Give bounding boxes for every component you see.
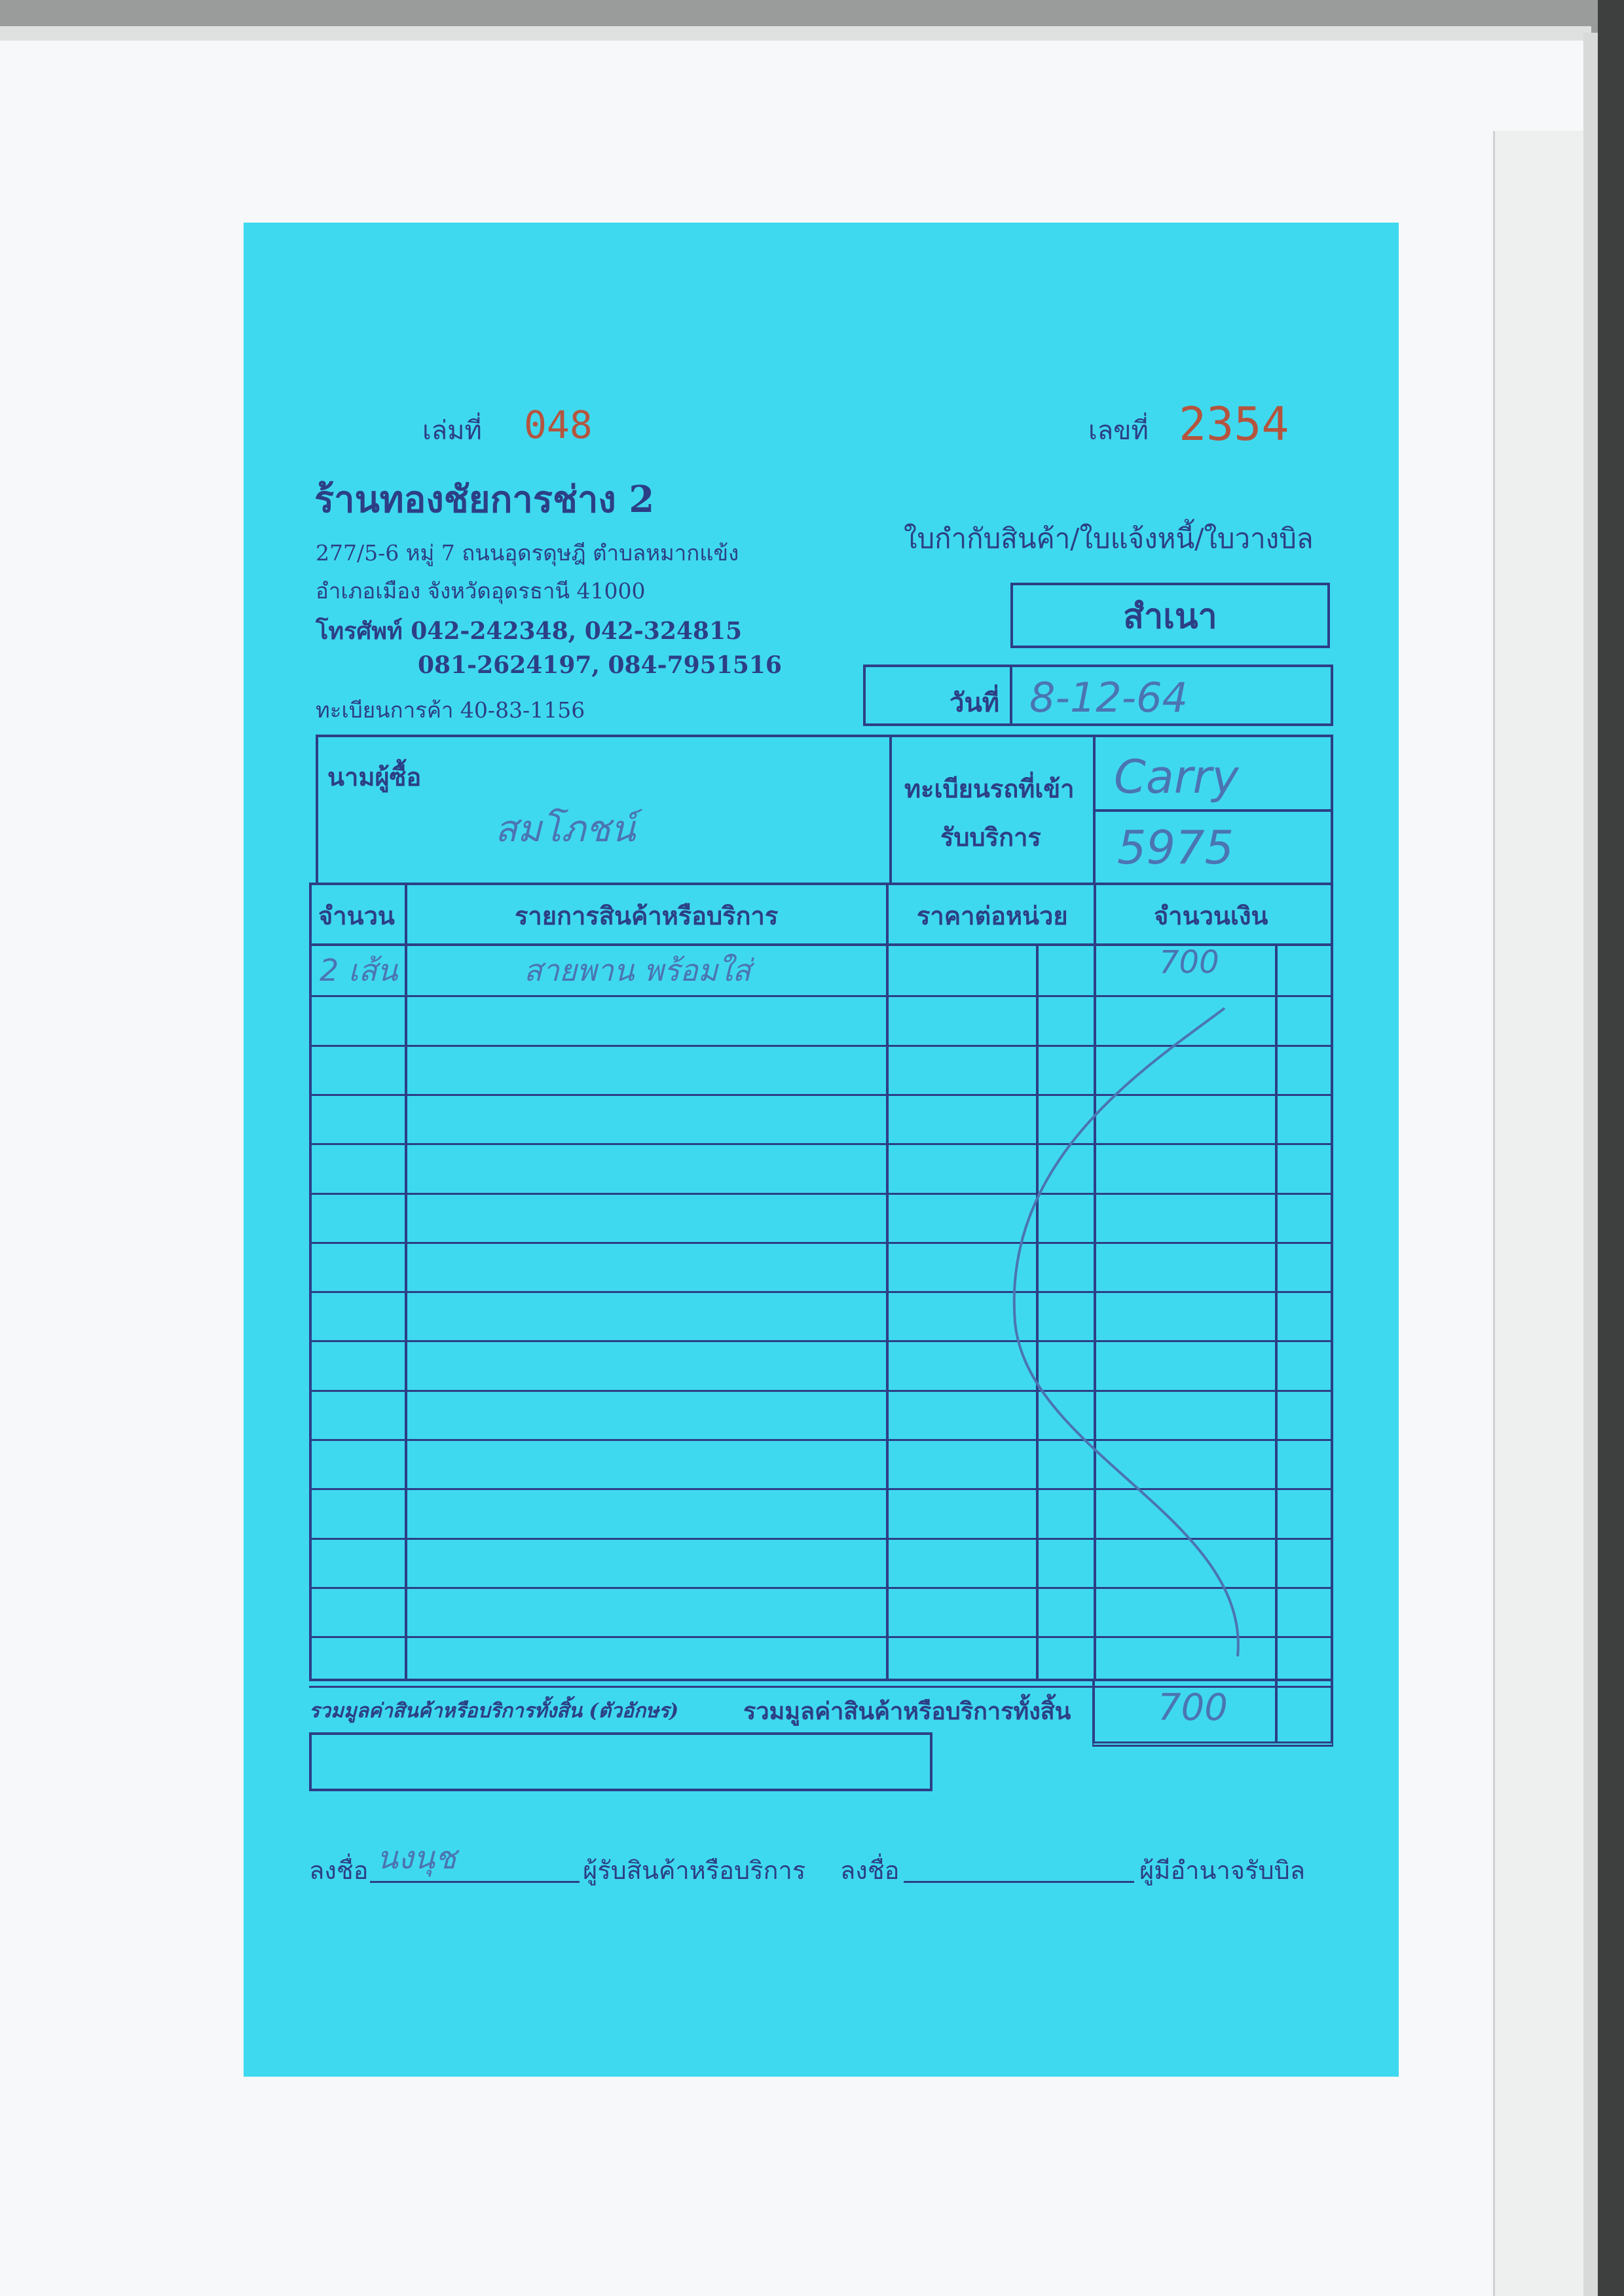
col-header-item: รายการสินค้าหรือบริการ [515, 901, 779, 930]
buyer-label: นามผู้ซื้อ [327, 762, 422, 792]
shop-registration: ทะเบียนการค้า 40-83-1156 [316, 697, 585, 723]
total-value: 700 [1158, 1686, 1228, 1729]
col-header-amount: จำนวนเงิน [1154, 901, 1268, 930]
table-row-amount: 700 [1159, 944, 1219, 981]
receiver-signature: นงนุช [377, 1840, 456, 1876]
col-line-qty [405, 883, 407, 1680]
buyer-section [316, 735, 1333, 885]
date-label: วันที่ [950, 687, 1000, 718]
vehicle-plate: 5975 [1117, 821, 1234, 875]
col-line-item [886, 883, 889, 1680]
vehicle-label-line2: รับบริการ [940, 822, 1041, 852]
doc-number-label: เลขที่ [1088, 416, 1149, 446]
table-row-qty: 2 เส้น [320, 953, 398, 988]
date-value: 8-12-64 [1029, 674, 1188, 721]
date-box [863, 665, 1333, 726]
shop-phone-line1: โทรศัพท์ 042-242348, 042-324815 [316, 617, 743, 645]
scan-top-shadow [0, 26, 1591, 41]
sign-label-collector: ลงชื่อ [840, 1856, 900, 1885]
cancel-pen-stroke [982, 995, 1277, 1715]
date-divider [1010, 667, 1012, 723]
scan-right-shadow [1583, 33, 1598, 2296]
vehicle-model: Carry [1114, 750, 1239, 804]
buyer-name: สมโภชน์ [495, 808, 636, 850]
shop-address-line2: อำเภอเมือง จังหวัดอุดรธานี 41000 [316, 578, 646, 604]
shop-address-line1: 277/5-6 หมู่ 7 ถนนอุดรดุษฎี ตำบลหมากแข้ง [316, 540, 739, 566]
table-row-item: สายพาน พร้อมใส่ [524, 953, 751, 988]
receiver-role: ผู้รับสินค้าหรือบริการ [583, 1856, 806, 1885]
scan-right-edge [1598, 0, 1624, 2296]
sign-label-receiver: ลงชื่อ [309, 1856, 369, 1885]
collector-role: ผู้มีอำนาจรับบิล [1139, 1856, 1305, 1885]
book-label: เล่มที่ [422, 416, 482, 446]
total-box-split [1275, 1680, 1278, 1741]
total-words-label: รวมมูลค่าสินค้าหรือบริการทั้งสิ้น (ตัวอักษร) [309, 1700, 679, 1722]
buyer-divider [889, 737, 892, 883]
pen-stroke-path [1014, 1008, 1238, 1656]
copy-box [1010, 583, 1330, 648]
document-title: ใบกำกับสินค้า/ใบแจ้งหนี้/ใบวางบิล [904, 522, 1314, 555]
total-label: รวมมูลค่าสินค้าหรือบริการทั้งสิ้น [743, 1698, 1071, 1725]
doc-number: 2354 [1179, 397, 1289, 451]
col-header-unit-price: ราคาต่อหน่วย [917, 901, 1068, 930]
copy-label: สำเนา [1123, 596, 1217, 636]
shop-name: ร้านทองชัยการช่าง 2 [314, 478, 655, 521]
scan-underlying-page [1493, 131, 1587, 2296]
shop-phone-line2: 081-2624197, 084-7951516 [418, 651, 782, 679]
book-number: 048 [524, 403, 593, 447]
vehicle-label-line1: ทะเบียนรถที่เข้า [904, 774, 1075, 803]
col-header-qty: จำนวน [318, 901, 395, 930]
vehicle-row-line [1096, 809, 1333, 812]
total-box [1092, 1680, 1333, 1747]
collector-signature-line [904, 1881, 1134, 1883]
total-words-box [309, 1732, 932, 1791]
